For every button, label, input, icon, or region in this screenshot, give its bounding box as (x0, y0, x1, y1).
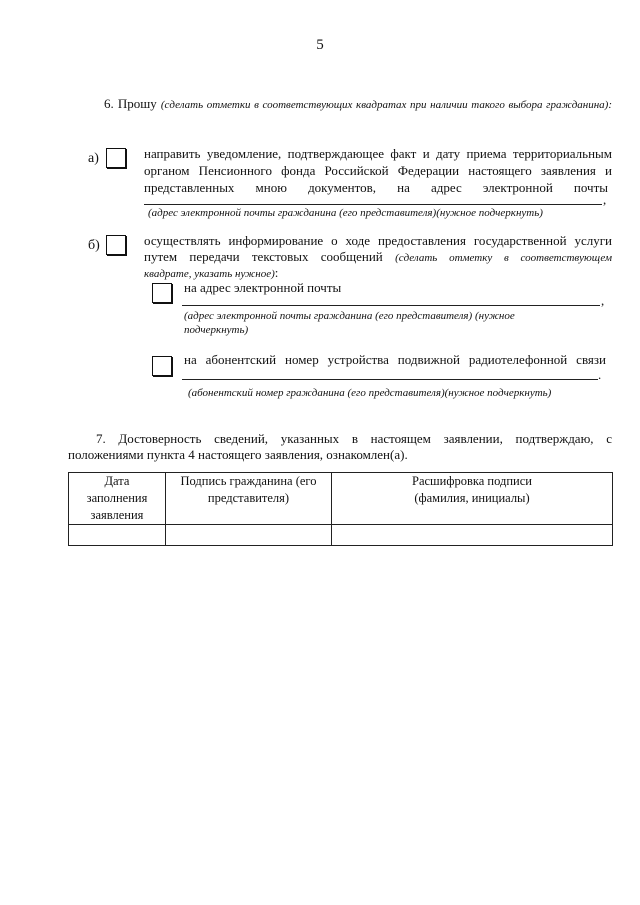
option-a-line1: направить уведомление, подтверждающее факт и дату приема территориальным (144, 146, 612, 161)
option-a-checkbox[interactable] (106, 148, 126, 168)
header-signature (166, 473, 332, 525)
sub-email-label: на адрес электронной почты (184, 280, 342, 295)
header-date (69, 473, 166, 525)
header-signature-line1: Подпись гражданина (его (180, 474, 317, 488)
option-a-email-field[interactable] (144, 204, 602, 205)
sub-email-checkbox[interactable] (152, 283, 172, 303)
signature-table-header-row (69, 473, 613, 525)
header-signature-line2: представителя) (207, 491, 290, 505)
section7-line1: 7. Достоверность сведений, указанных в настоящем заявлении, подтверждаю, с (96, 431, 612, 446)
option-b-line2-instruction: (сделать отметку в соответствующем (395, 252, 613, 264)
option-a-email-caption: (адрес электронной почты гражданина (его представителя)(нужное подчеркнуть) (148, 207, 543, 219)
decoding-cell[interactable] (332, 525, 613, 546)
option-a-field-comma: , (603, 192, 607, 207)
option-b-marker: б) (88, 238, 100, 253)
header-decoding-line2: (фамилия, инициалы) (414, 491, 530, 505)
sub-email-caption-line1: (адрес электронной почты гражданина (его представителя) (нужное (184, 310, 515, 322)
section6-instruction: (сделать отметки в соответствующих квадратах при наличии такого выбора гражданина): (160, 99, 612, 111)
sub-email-field[interactable] (182, 305, 600, 306)
header-date-line1: Дата (104, 474, 130, 488)
signature-table-fill-row (69, 525, 613, 546)
section6-lead: 6. Прошу (104, 96, 157, 111)
header-decoding-line1: Расшифровка подписи (412, 474, 532, 488)
option-a-line3: представленных мною документов, на адрес электронной почты (144, 180, 608, 195)
decoding-input[interactable] (332, 525, 612, 545)
section6-intro-line1 (104, 95, 612, 113)
date-input[interactable] (69, 525, 165, 545)
header-date-line3: заявления (90, 508, 144, 522)
header-decoding (332, 473, 613, 525)
option-b-line3-colon: : (274, 265, 279, 280)
header-date-line2: заполнения (86, 491, 148, 505)
sub-email-field-comma: , (601, 293, 605, 308)
option-b-line2-text: путем передачи текстовых сообщений (144, 249, 383, 264)
option-a-marker: а) (88, 151, 99, 166)
option-b-checkbox[interactable] (106, 235, 126, 255)
sub-phone-caption: (абонентский номер гражданина (его представителя)(нужное подчеркнуть) (188, 387, 552, 399)
option-a-line2: органом Пенсионного фонда Российской Федерации настоящего заявления и (144, 163, 612, 178)
sub-email-caption-line2: подчеркнуть) (184, 324, 249, 336)
signature-cell[interactable] (166, 525, 332, 546)
option-b-line3-instruction: квадрате, указать нужное) (144, 268, 275, 280)
section7-line2: положениями пункта 4 настоящего заявления, ознакомлен(а). (68, 447, 408, 462)
sub-phone-field-dot: . (598, 367, 602, 382)
option-b-line1: осуществлять информирование о ходе предоставления государственной услуги (144, 233, 612, 248)
sub-phone-label: на абонентский номер устройства подвижной радиотелефонной связи (184, 352, 606, 367)
signature-table (68, 472, 613, 546)
date-cell[interactable] (69, 525, 166, 546)
sub-phone-field[interactable] (182, 379, 598, 380)
sub-phone-checkbox[interactable] (152, 356, 172, 376)
signature-input[interactable] (166, 525, 331, 545)
page-number: 5 (316, 37, 324, 53)
